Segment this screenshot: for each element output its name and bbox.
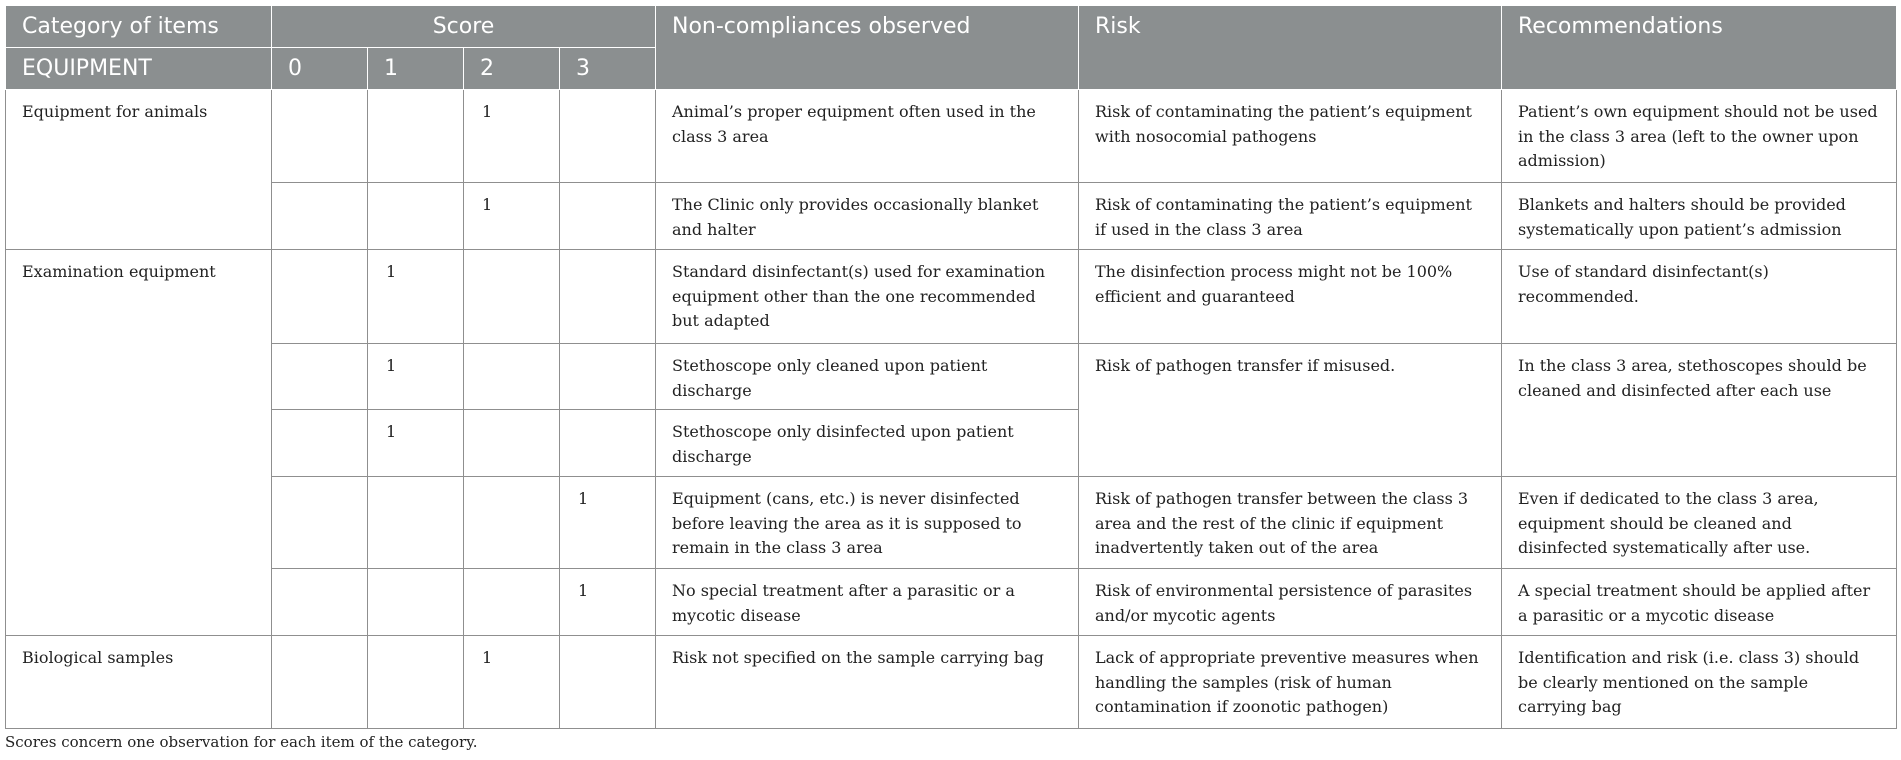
- score-cell: [560, 636, 656, 729]
- category-cell: Examination equipment: [6, 250, 272, 636]
- header-row: [6, 6, 1897, 48]
- risk-cell: Risk of contaminating the patient’s equipment if used in the class 3 area: [1079, 183, 1502, 250]
- score-cell: [272, 183, 368, 250]
- score-cell: 1: [464, 90, 560, 183]
- score-cell: [272, 344, 368, 410]
- table-row: [6, 477, 1897, 569]
- score-cell: 1: [464, 636, 560, 729]
- risk-cell: Lack of appropriate preventive measures when handling the samples (risk of human contamination if zoonotic pathogen): [1079, 636, 1502, 729]
- score-cell: [464, 344, 560, 410]
- risk-cell: Risk of environmental persistence of parasites and/or mycotic agents: [1079, 569, 1502, 636]
- score-cell: 1: [560, 477, 656, 569]
- score-cell: [560, 410, 656, 477]
- score-cell: [272, 250, 368, 344]
- recommendation-cell: Identification and risk (i.e. class 3) should be clearly mentioned on the sample carrying bag: [1502, 636, 1897, 729]
- score-cell: [368, 636, 464, 729]
- score-cell: [272, 569, 368, 636]
- noncompliance-cell: Stethoscope only disinfected upon patient discharge: [656, 410, 1079, 477]
- score-column-0: 0: [272, 48, 368, 90]
- score-cell: 1: [560, 569, 656, 636]
- table-footnote: Scores concern one observation for each item of the category.: [5, 733, 478, 751]
- score-column-1: 1: [368, 48, 464, 90]
- noncompliance-cell: Animal’s proper equipment often used in the class 3 area: [656, 90, 1079, 183]
- table-row: [6, 636, 1897, 729]
- score-cell: [368, 183, 464, 250]
- recommendations-header: Recommendations: [1502, 6, 1897, 90]
- score-cell: [272, 477, 368, 569]
- equipment-table-wrapper: [5, 5, 1896, 729]
- noncompliance-cell: Standard disinfectant(s) used for examination equipment other than the one recommended but adapted: [656, 250, 1079, 344]
- score-cell: [368, 90, 464, 183]
- noncompliance-cell: No special treatment after a parasitic or a mycotic disease: [656, 569, 1079, 636]
- score-cell: [368, 569, 464, 636]
- category-cell: Equipment for animals: [6, 90, 272, 250]
- score-cell: [272, 636, 368, 729]
- score-cell: [464, 250, 560, 344]
- score-cell: [560, 90, 656, 183]
- score-cell: 1: [464, 183, 560, 250]
- recommendation-cell: Patient’s own equipment should not be used in the class 3 area (left to the owner upon admission): [1502, 90, 1897, 183]
- recommendation-cell: In the class 3 area, stethoscopes should be cleaned and disinfected after each use: [1502, 344, 1897, 477]
- risk-cell: The disinfection process might not be 100% efficient and guaranteed: [1079, 250, 1502, 344]
- noncompliance-cell: Risk not specified on the sample carrying bag: [656, 636, 1079, 729]
- table-row: [6, 250, 1897, 344]
- recommendation-cell: Blankets and halters should be provided systematically upon patient’s admission: [1502, 183, 1897, 250]
- risk-header: Risk: [1079, 6, 1502, 90]
- table-row: [6, 90, 1897, 183]
- recommendation-cell: Use of standard disinfectant(s) recommended.: [1502, 250, 1897, 344]
- noncompliance-header: Non-compliances observed: [656, 6, 1079, 90]
- table-row: [6, 344, 1897, 410]
- noncompliance-cell: Stethoscope only cleaned upon patient discharge: [656, 344, 1079, 410]
- score-cell: 1: [368, 410, 464, 477]
- score-cell: [464, 477, 560, 569]
- risk-cell: Risk of contaminating the patient’s equipment with nosocomial pathogens: [1079, 90, 1502, 183]
- recommendation-cell: A special treatment should be applied after a parasitic or a mycotic disease: [1502, 569, 1897, 636]
- score-cell: [560, 250, 656, 344]
- score-column-3: 3: [560, 48, 656, 90]
- score-cell: [560, 183, 656, 250]
- equipment-table: [5, 5, 1897, 729]
- category-header: Category of items: [6, 6, 272, 48]
- score-cell: [464, 410, 560, 477]
- score-cell: [464, 569, 560, 636]
- section-label: EQUIPMENT: [6, 48, 272, 90]
- risk-cell: Risk of pathogen transfer between the class 3 area and the rest of the clinic if equipment inadvertently taken out of the area: [1079, 477, 1502, 569]
- score-cell: [272, 410, 368, 477]
- noncompliance-cell: Equipment (cans, etc.) is never disinfected before leaving the area as it is supposed to remain in the class 3 area: [656, 477, 1079, 569]
- score-cell: [560, 344, 656, 410]
- category-cell: Biological samples: [6, 636, 272, 729]
- score-cell: [368, 477, 464, 569]
- table-row: [6, 569, 1897, 636]
- table-row: [6, 183, 1897, 250]
- score-column-2: 2: [464, 48, 560, 90]
- noncompliance-cell: The Clinic only provides occasionally blanket and halter: [656, 183, 1079, 250]
- score-cell: 1: [368, 344, 464, 410]
- score-header: Score: [272, 6, 656, 48]
- score-cell: 1: [368, 250, 464, 344]
- score-cell: [272, 90, 368, 183]
- recommendation-cell: Even if dedicated to the class 3 area, equipment should be cleaned and disinfected systematically after use.: [1502, 477, 1897, 569]
- risk-cell: Risk of pathogen transfer if misused.: [1079, 344, 1502, 477]
